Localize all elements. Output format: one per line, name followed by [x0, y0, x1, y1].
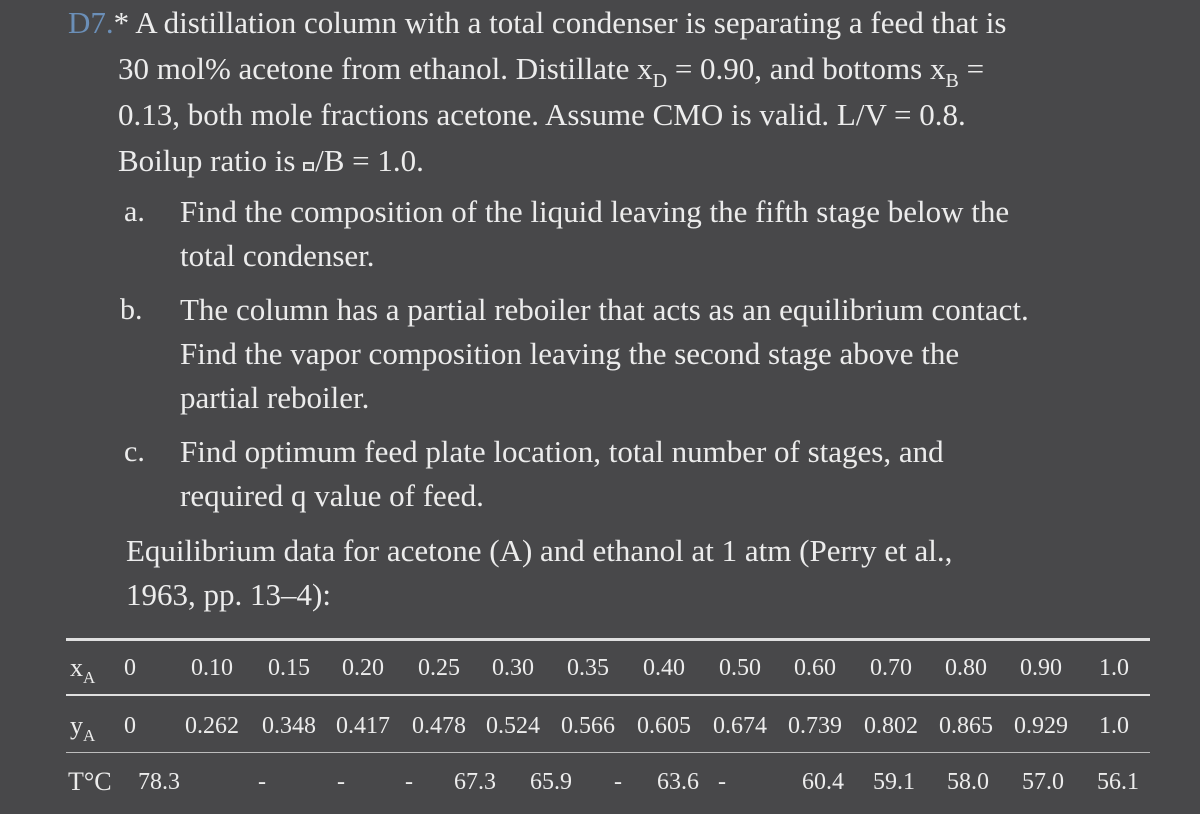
- problem-line-4: [118, 138, 424, 184]
- table-cell: 63.6: [657, 769, 699, 795]
- table-cell: -: [337, 769, 345, 795]
- part-b-line-2: Find the vapor composition leaving the second stage above the: [180, 336, 960, 371]
- xd-subscript: D: [652, 70, 668, 92]
- table-row-label-text: x: [70, 653, 83, 682]
- part-b-label: b.: [120, 293, 143, 326]
- problem-text-3: 0.13, both mole fractions acetone. Assume CMO is valid. L/V = 0.8.: [118, 97, 966, 132]
- table-cell: 0.674: [713, 713, 767, 739]
- table-cell: 0.35: [567, 655, 609, 681]
- problem-text-2c: =: [958, 51, 985, 86]
- table-cell: 0.25: [418, 655, 460, 681]
- problem-text-4a: Boilup ratio is: [118, 143, 304, 178]
- problem-line-1: [68, 0, 1006, 46]
- table-cell: 0: [124, 655, 136, 681]
- problem-text-2b: = 0.90, and bottoms x: [667, 51, 946, 86]
- part-c-line-1: Find optimum feed plate location, total number of stages, and: [180, 434, 944, 469]
- table-cell: 0.802: [864, 713, 918, 739]
- table-cell: 0: [124, 713, 136, 739]
- table-cell: 0.739: [788, 713, 842, 739]
- table-cell: 0.10: [191, 655, 233, 681]
- table-row-label: [70, 648, 95, 688]
- part-a-label: a.: [124, 195, 145, 228]
- table-row-label-text: y: [70, 711, 83, 740]
- table-cell: 0.70: [870, 655, 912, 681]
- table-top-rule: [66, 638, 1150, 641]
- table-row-label-text: T°C: [68, 767, 112, 796]
- table-cell: 0.50: [719, 655, 761, 681]
- part-b-line-1: The column has a partial reboiler that acts as an equilibrium contact.: [180, 292, 1029, 327]
- table-cell: 56.1: [1097, 769, 1139, 795]
- table-cell: 58.0: [947, 769, 989, 795]
- table-row-label-subscript: A: [83, 668, 96, 687]
- part-c-line-2: required q value of feed.: [180, 478, 484, 513]
- table-cell: 0.417: [336, 713, 390, 739]
- table-row: [66, 706, 1150, 746]
- problem-number: D7.: [68, 5, 114, 40]
- table-cell: 0.80: [945, 655, 987, 681]
- table-cell: -: [614, 769, 622, 795]
- table-row: [66, 648, 1150, 688]
- table-cell: 0.90: [1020, 655, 1062, 681]
- table-cell: 67.3: [454, 769, 496, 795]
- table-cell: 0.566: [561, 713, 615, 739]
- table-cell: 0.60: [794, 655, 836, 681]
- table-cell: 0.929: [1014, 713, 1068, 739]
- table-cell: 0.865: [939, 713, 993, 739]
- table-cell: -: [718, 769, 726, 795]
- part-a-line-2: total condenser.: [180, 238, 375, 273]
- table-cell: 0.40: [643, 655, 685, 681]
- problem-marker: *: [113, 5, 130, 40]
- table-row: [66, 762, 1150, 802]
- problem-text-1: A distillation column with a total condenser is separating a feed that is: [135, 5, 1007, 40]
- table-cell: 0.348: [262, 713, 316, 739]
- table-cell: -: [258, 769, 266, 795]
- problem-text-4b: /B = 1.0.: [315, 143, 424, 178]
- problem-text-2a: 30 mol% acetone from ethanol. Distillate x: [118, 51, 653, 86]
- table-mid-rule-2: [66, 752, 1150, 753]
- table-row-label: [68, 762, 112, 802]
- table-cell: 0.30: [492, 655, 534, 681]
- problem-line-2: [118, 46, 984, 92]
- table-cell: 65.9: [530, 769, 572, 795]
- part-c-label: c.: [124, 435, 145, 468]
- table-row-label-subscript: A: [83, 726, 96, 745]
- table-cell: 78.3: [138, 769, 180, 795]
- part-b-line-3: partial reboiler.: [180, 380, 370, 415]
- table-row-label: [70, 706, 95, 746]
- table-cell: 0.262: [185, 713, 239, 739]
- xb-subscript: B: [945, 70, 959, 92]
- equilibrium-caption-2: 1963, pp. 13–4):: [126, 577, 331, 612]
- table-cell: 0.605: [637, 713, 691, 739]
- table-cell: 60.4: [802, 769, 844, 795]
- problem-line-3: [118, 92, 966, 138]
- table-cell: 0.20: [342, 655, 384, 681]
- table-cell: 57.0: [1022, 769, 1064, 795]
- table-cell: 1.0: [1099, 655, 1129, 681]
- table-cell: 0.15: [268, 655, 310, 681]
- table-cell: 1.0: [1099, 713, 1129, 739]
- table-cell: 0.478: [412, 713, 466, 739]
- table-cell: -: [405, 769, 413, 795]
- vbar-glyph-icon: [303, 160, 315, 172]
- table-cell: 0.524: [486, 713, 540, 739]
- equilibrium-caption-1: Equilibrium data for acetone (A) and ethanol at 1 atm (Perry et al.,: [126, 533, 953, 568]
- table-cell: 59.1: [873, 769, 915, 795]
- part-a-line-1: Find the composition of the liquid leaving the fifth stage below the: [180, 194, 1010, 229]
- table-mid-rule-1: [66, 694, 1150, 696]
